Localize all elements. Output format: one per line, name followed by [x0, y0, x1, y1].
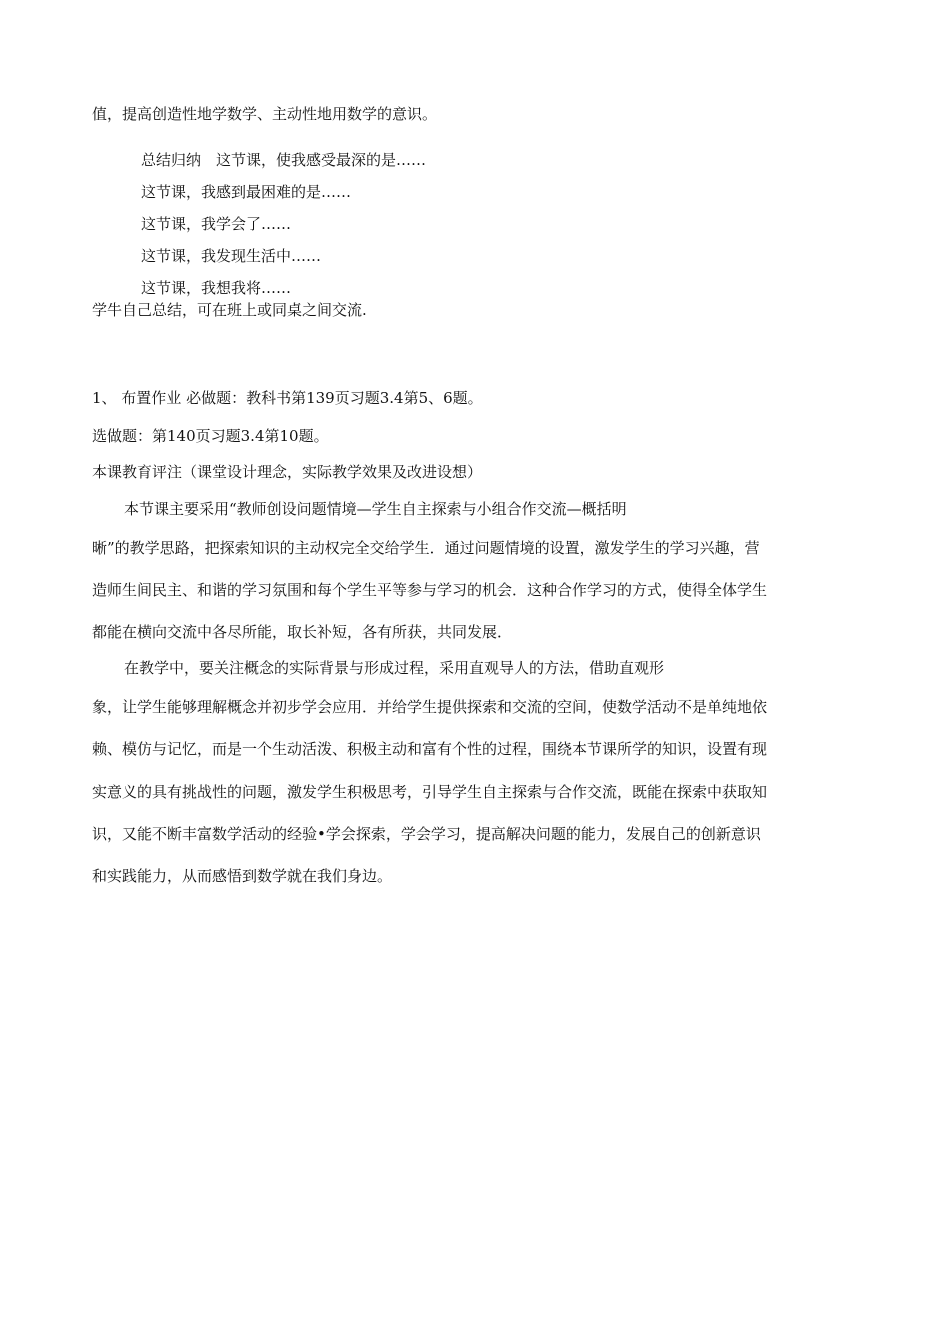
paragraph-line: 本节课主要采用“教师创设问题情境—学生自主探索与小组合作交流—概括明 — [124, 500, 627, 518]
summary-line: 这节课，我感到最困难的是…… — [141, 183, 352, 201]
reflection-heading: 本课教育评注（课堂设计理念，实际教学效果及改进设想） — [92, 463, 483, 481]
homework-required: 1、 布置作业 必做题：教科书第139页习题3.4第5、6题。 — [92, 389, 483, 407]
paragraph-line: 赖、模仿与记忆，而是一个生动活泼、积极主动和富有个性的过程，围绕本节课所学的知识，设置有现 — [92, 740, 768, 758]
paragraph-line: 和实践能力，从而感悟到数学就在我们身边。 — [92, 867, 393, 885]
paragraph-line: 都能在横向交流中各尽所能，取长补短，各有所获，共同发展． — [92, 623, 513, 641]
paragraph-line: 实意义的具有挑战性的问题，激发学生积极思考，引导学生自主探索与合作交流，既能在探索中获取知 — [92, 783, 768, 801]
summary-note: 学牛自己总结，可在班上或同桌之间交流. — [92, 301, 367, 319]
homework-optional: 选做题：第140页习题3.4第10题。 — [92, 427, 329, 445]
summary-line: 这节课，我发现生活中…… — [141, 247, 322, 265]
summary-line: 总结归纳 这节课，使我感受最深的是…… — [141, 151, 427, 169]
paragraph-line: 晰”的教学思路，把探索知识的主动权完全交给学生．通过问题情境的设置，激发学生的学习兴趣，营 — [92, 539, 760, 557]
summary-line: 这节课，我学会了…… — [141, 215, 292, 233]
paragraph-line: 象，让学生能够理解概念并初步学会应用．并给学生提供探索和交流的空间，使数学活动不是单纯地依 — [92, 698, 768, 716]
summary-line: 这节课，我想我将…… — [141, 279, 292, 297]
paragraph-line: 在教学中，要关注概念的实际背景与形成过程，采用直观导人的方法，借助直观形 — [124, 659, 665, 677]
paragraph-line: 造师生间民主、和谐的学习氛围和每个学生平等参与学习的机会．这种合作学习的方式，使得全体学生 — [92, 581, 768, 599]
intro-line: 值，提高创造性地学数学、主动性地用数学的意识。 — [92, 105, 438, 123]
paragraph-line: 识，又能不断丰富数学活动的经验•学会探索，学会学习，提高解决问题的能力，发展自己的创新意识 — [92, 825, 761, 843]
